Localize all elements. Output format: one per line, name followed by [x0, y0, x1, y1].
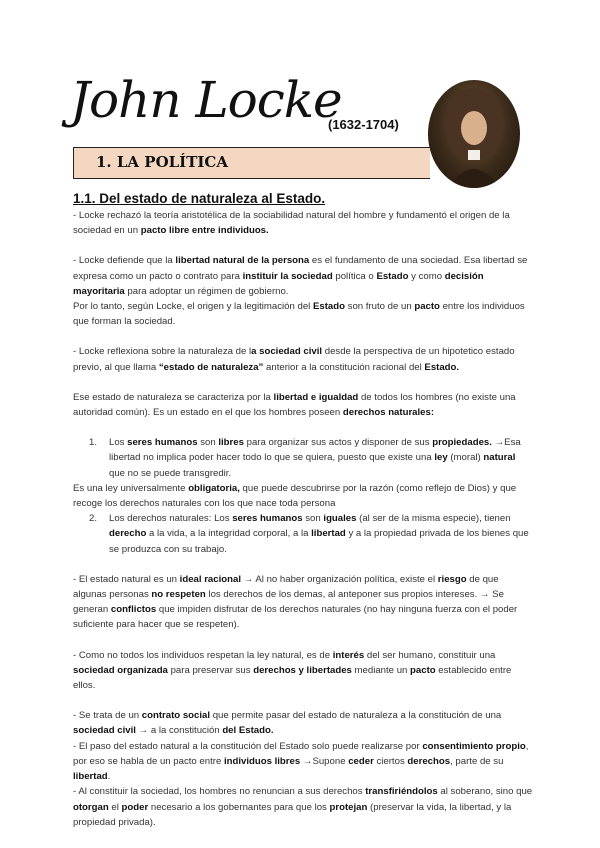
paragraph: - Locke reflexiona sobre la naturaleza de la sociedad civil desde la perspectiva de un hipotetico estado previo, al que llama “estado de naturaleza” anterior a la constitución racional del Estado.: [73, 346, 515, 373]
section-banner: [73, 147, 430, 179]
paragraph: - Al constituir la sociedad, los hombres no renuncian a sus derechos transfiriéndolos al soberano, sino que otorgan el poder necesario a los gobernantes para que los protejan (preservar la vida, la libertad, y la propiedad privada).: [73, 786, 533, 828]
subsection-heading: 1.1. Del estado de naturaleza al Estado.: [73, 191, 326, 206]
paragraph: - El paso del estado natural a la constitución del Estado solo puede realizarse por consentimiento propio, por eso se habla de un pacto entre individuos libres →Supone ceder ciertos derechos, parte de su libertad.: [73, 740, 529, 783]
paragraph: - Locke defiende que la libertad natural de la persona es el fundamento de una sociedad. Esa libertad se expresa como un pacto o contrato para instituir la sociedad política o Estado y como decisión mayoritaria para adoptar un régimen de gobierno.: [73, 255, 528, 297]
paragraph: Por lo tanto, según Locke, el origen y la legitimación del Estado son fruto de un pacto entre los individuos que forman la sociedad.: [73, 301, 525, 328]
paragraph: - Se trata de un contrato social que permite pasar del estado de naturaleza a la constitución de una sociedad civil → a la constitución del Estado.: [73, 710, 502, 737]
document-body: [73, 190, 533, 830]
list-item: 1. Los seres humanos son libres para organizar sus actos y disponer de sus propiedades. →Esa libertad no implica poder hacer todo lo que se quiera, puesto que existe una ley (moral) natural que no se puede transgredir.: [89, 437, 521, 479]
list-item: 2. Los derechos naturales: Los seres humanos son iguales (al ser de la misma especie), tienen derecho a la vida, a la integridad corporal, a la libertad y a la propiedad privada de los bienes que se produzca con su trabajo.: [89, 513, 529, 555]
paragraph: - El estado natural es un ideal racional → Al no haber organización política, existe el riesgo de que algunas personas no respeten los derechos de los demas, al anteponer sus propios intereses. → Se generan conflictos que impiden disfrutar de los derechos naturales (no hay ninguna fuerza con el poder suficiente para hacer que se respeten).: [73, 573, 518, 631]
portrait-image: [428, 80, 520, 188]
paragraph: Ese estado de naturaleza se caracteriza por la libertad e igualdad de todos los hombres (no existe una autoridad común). Es un estado en el que los hombres poseen derechos naturales:: [73, 391, 516, 419]
life-years: (1632-1704): [328, 117, 399, 132]
page-title: John Locke: [70, 71, 342, 129]
paragraph: - Locke rechazó la teoría aristotélica de la sociabilidad natural del hombre y fundamentó el origen de la sociedad en un pacto libre entre individuos.: [73, 210, 510, 237]
paragraph: - Como no todos los individuos respetan la ley natural, es de interés del ser humano, constituir una sociedad organizada para preservar sus derechos y libertades mediante un pacto establecido entre ellos.: [73, 649, 512, 692]
paragraph: Es una ley universalmente obligatoria, que puede descubrirse por la razón (como reflejo de Dios) y que recoge los derechos naturales con los que nace toda persona: [73, 482, 517, 510]
section-heading: 1. LA POLÍTICA: [96, 153, 228, 171]
